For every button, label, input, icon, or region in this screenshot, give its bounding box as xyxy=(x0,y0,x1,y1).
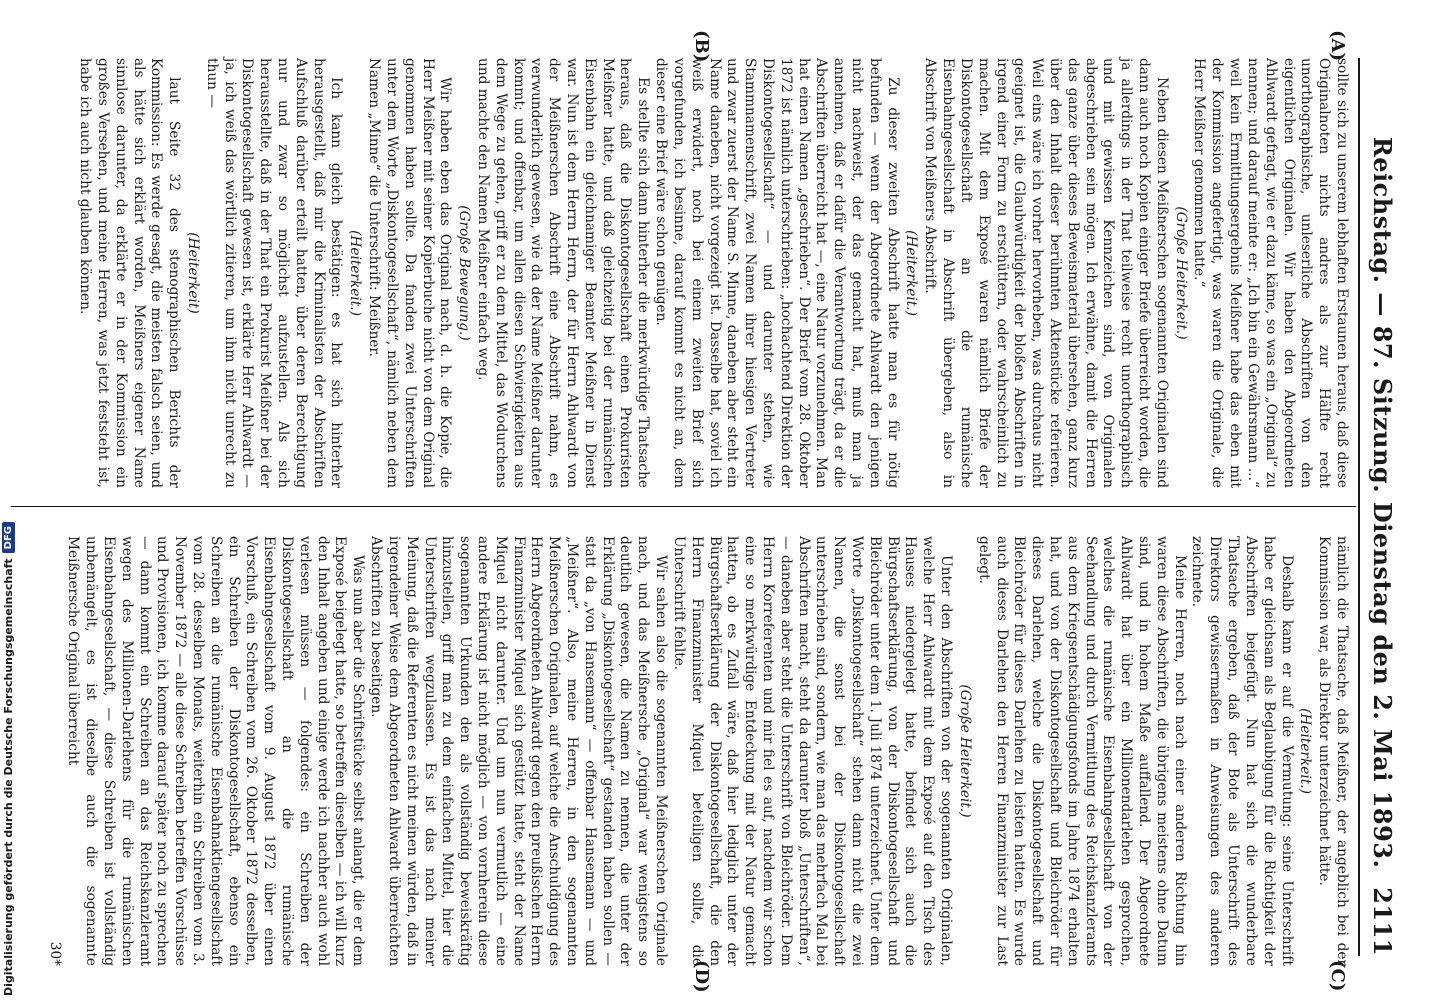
page-signature: 30* xyxy=(47,941,64,966)
header-rule xyxy=(1358,58,1360,956)
paragraph: Unter den Abschriften von der sogenannten Originalen, welche Herr Ahlwardt mit dem Exposé auf den Tisch des Hauses niedergelegt hatte, befindet sich auch die Bürgschaftserklärung, von der Diskontogesellschaft und Bleichröder unter dem 1. Juli 1874 unterzeichnet. Unter dem Worte „Diskontogesellschaft“ stehen dann nicht die zwei Namen, die sonst bei der Diskontogesellschaft unterschrieben sind, sondern, wie man das mehrfach Mal bei Abschriften macht, steht da darunter bloß „Unterschriften“, — daneben aber steht die Unterschrift von Bleichröder. Dem Herrn Korreferenten und mir fiel es auf, nachdem wir schon eine so merkwürdige Entdeckung mit der Natur gemacht hatten, ob es Zufall wäre, daß hier lediglich unter der Bürgschaftserklärung der Diskontogesellschaft, die den Herrn Finanzminister Miquel beteiligen sollte, die Unterschrift fehlte. xyxy=(670,536,955,966)
paragraph: Es stellte sich dann hinterher die merkwürdige Thatsache heraus, daß die Diskontogesellschaft einen Prokuristen Meißner hatte, und daß gleichzeitig bei der rumänischen Eisenbahn ein gleichnamiger Beamter Meißner in Dienst war. Nun ist dem Herrn Herrn, der für Herrn Ahlwardt von der Meißnerschen Abschrift eine Abschrift nahm, es verwunderlich gewesen, wie da der Name Meißner darunter kommt; und offenbar, um allen diesen Schwierigkeiten aus dem Wege zu gehen, griff er zu dem Mittel, das Wodurchens und machte den Namen Meißner einfach weg. xyxy=(475,58,652,488)
digitization-footer xyxy=(2,522,15,996)
paragraph: Zu dieser zweiten Abschrift hatte man es für nötig befunden — wenn der Abgeordnete Ahlwardt den jenigen nicht nachweist, der das gemacht hat, muß man ja annehmen, daß er dafür die Verantwortung trägt, da er die Abschriften überreicht hat —, eine Natur vorzunehmen. Man hat einen Namen „geschrieben“. Der Brief vom 28. Oktober 1872 ist nämlich unterschrieben: „hochachtend Direktion der Diskontogesellschaft“ — und darunter stehen, wie Stammnamenschrift, zwei Namen ihrer hiesigen Vertreter und zwar zuerst der Name S. Minne, daneben aber steht ein Name daneben, nicht vorgezeigt ist. Dasselbe hat, soviel ich weiß erwidert, noch bei einem zweiten Brief sich vorgefunden, ich besinne, darauf kommt es nicht an, dem dieser eine Brief wäre schon genügen. xyxy=(653,58,901,488)
paragraph: Meine Herren, noch nach einer anderen Richtung hin waren diese Abschriften, die übrigens meistens ohne Datum sind, und in hohem Maße auffallend. Der Abgeordnete Ahlwardt hat über ein Millionendarlehen gesprochen, welches die rumänische Eisenbahngesellschaft von der Seehandlung und durch Vermittlung des Reichskanzleramts aus dem Kriegsentschädigungsfonds im Jahre 1874 erhalten hat, und von der Diskontogesellschaft und Bleichröder für dieses Darlehen, welche die Diskontogesellschaft und Bleichröder für dieses Darlehen zu leisten hatten. Es wurde auch dieses Darlehen den Herren Finanzminister zur Last gelegt. xyxy=(975,536,1188,966)
right-column xyxy=(46,536,1350,966)
parenthetical-remark: (Heiterkeit.) xyxy=(1297,708,1314,794)
margin-marker-d: (D) xyxy=(691,960,712,993)
page-header xyxy=(1368,58,1402,956)
paragraph: Neben diesen Meißnerschen sogenannten Originalen sind dann auch noch Kopien einiger Briefe überreicht worden, die ja allerdings in der That teilweise recht unorthographisch und mit gewissen Kennzeichen sind, von Originalen abgeschrieben sein mögen. Ich erwähne, damit die Herren das ganze über dieses Beweismaterial übersehen, ganz kurz über den Inhalt dieser berühmten Aktenstücke referieren. Weil eins wäre ich vorher hervorheben, was durchaus nicht geeignet ist, die Glaubwürdigkeit der bloßen Abschriften in irgend einer Form zu erschüttern, oder wahrscheinlich zu machen. Mit dem Exposé waren nämlich Briefe der Diskontogesellschaft an die rumänische Eisenbahngesellschaft in Abschrift übergeben, also in Abschrift von Meißners Abschrift. xyxy=(922,58,1170,488)
paragraph: laut Seite 32 des stenographischen Berichts der Kommission: Es werde gesagt, die meisten falsch seien, und als hätte sich erklärt worden, Meißners eigener Name sinnlose darunter, da erklärte er in der Kommission ein großes Versehen, und meine Herren, was jetzt feststeht ist, habe ich auch nicht glauben können. xyxy=(77,58,183,488)
margin-marker-c: (C) xyxy=(1327,960,1348,992)
footer-text: Digitalisierung gefördert durch die Deutsche Forschungsgemeinschaft xyxy=(2,558,15,996)
paragraph: Ich kann gleich bestätigen: es hat sich hinterher herausgestellt, daß mir die Kriminalisten der Abschriften Aufschluß darüber erteilt hatten, über deren Berechtigung nur und zwar so möglichst aufzustellen. Als sich herausstellte, daß in der That ein Prokurist Meißner bei der Diskontogesellschaft gewesen ist, erklärte Herr Ahlwardt — ja, ich weiß das wörtlich zitieren, um ihm nicht unrecht zu thun — xyxy=(203,58,345,488)
column-divider xyxy=(11,506,1356,507)
paragraph: Deshalb kann er auf die Vermutung: seine Unterschrift habe er gleichsam als Beglaubigung für die Richtigkeit der Abschriften beigefügt. Nun hat sich die wunderbare Thatsache ergeben, daß der Bote als Unterschrift des Direktors gewissermaßen in Anweisungen des anderen zeichnete. xyxy=(1189,536,1295,966)
page-number: 2111 xyxy=(1368,887,1397,956)
margin-marker-a: (A) xyxy=(1327,30,1348,61)
paragraph: nämlich die Thatsache, daß Meißner, der angeblich bei der Kommission war, als Direktor unterzeichnet hätte. xyxy=(1316,536,1350,966)
parenthetical-remark: (Heiterkeit.) xyxy=(903,230,920,316)
dfg-logo: DFG xyxy=(2,522,15,553)
parenthetical-remark: (Heiterkeit) xyxy=(185,232,201,314)
parenthetical-remark: (Große Heiterkeit.) xyxy=(956,684,973,818)
parenthetical-remark: (Große Bewegung.) xyxy=(456,205,473,341)
paragraph: Wir sahen also die sogenannten Meißnerschen Originale nach, und das Meißnersche „Original“ war wenigstens so deutlich gewesen, die Namen zu nennen, die unter der Erklärung „Diskontogesellschaft“ gestanden haben sollen — statt da „von Hansemann“ — offenbar Hansemann — und „Meißner“. Also, meine Herren, in den sogenannten Meißnerschen Originalen, auf welche die Anschuldigung des Herrn Abgeordneten Ahlwardt gegen den preußischen Herrn Finanzminister Miquel sich gestützt hatte, steht der Name Miquel nicht darunter. Und um nun vermutlich — eine andere Erklärung ist nicht möglich — von vornherein diese sogenannten Urkunden den als vollständig beweiskräftig hinzustellen, griff man zu dem einfachen Mittel, hier die Unterschriften wegzulassen. Es ist das nach meiner Meinung, daß die Referenten es nicht meinen würden, daß in irgendeiner Weise dem Abgeordneten Ahlwardt überreichten Abschriften zu beseitigen. xyxy=(368,536,670,966)
header-title: Reichstag. — 87. Sitzung. Dienstag den 2. Mai 1893. xyxy=(1368,136,1397,869)
paragraph: Was nun aber die Schriftstücke selbst anlangt, die er dem Exposé beigelegt hatte, so betreffen dieselben — ich will kurz den Inhalt angeben und einige werde ich nachher auch wohl verlesen müssen — folgendes: ein Schreiben der Diskontogesellschaft an die rumänische Eisenbahngesellschaft vom 9. August 1872 über einen Vorschuß, ein Schreiben vom 26. Oktober 1872 desselben, ein Schreiben der Diskontogesellschaft, ebenso ein Schreiben an die rumänische Eisenbahnaktiengesellschaft vom 28. desselben Monats, weiterhin ein Schreiben vom 3. November 1872 — alle diese Schreiben betreffen Vorschüsse und Provisionen, ich komme darauf später noch zu sprechen — dann kommt ein Schreiben an das Reichskanzleramt wegen des Millionen-Darlehens für die rumänischen Eisenbahngesellschaft, — diese Schreiben ist vollständig unbemängelt, es ist dieselbe auch die sogenannte Meißnersche Original überreicht xyxy=(65,536,367,966)
parenthetical-remark: (Große Heiterkeit.) xyxy=(1172,206,1189,340)
margin-marker-b: (B) xyxy=(691,30,712,63)
left-column xyxy=(75,58,1350,488)
paragraph: Wir haben eben das Original nach, d. h. die Kopie, die Herr Meißner mit seiner Kopierbuche nicht von dem Original genommen haben sollte. Da fanden zwei Unterschriften unter dem Worte „Diskontogesellschaft“, nämlich neben dem Namen „Minne“ die Unterschrift: Meißner. xyxy=(366,58,454,488)
paragraph: sollte sich zu unserem lebhaften Erstaunen heraus, daß diese Originalnoten nichts andres als zur Hälfte recht unorthographische, unleserliche Abschriften von den eigentlichen Originalen. Wir haben den Abgeordneten Ahlwardt gefragt, wie er dazu käme, so was ein „Original“ zu nennen; und darauf meinte er: „Ich bin ein Gewährsmann ...“ weil kein Ermittlungsergebnis Meißner habe das eben mit der Kommission angefertigt, was waren die Originale, die Herr Meißner genommen hatte.“ xyxy=(1191,58,1350,488)
parenthetical-remark: (Heiterkeit.) xyxy=(347,230,364,316)
